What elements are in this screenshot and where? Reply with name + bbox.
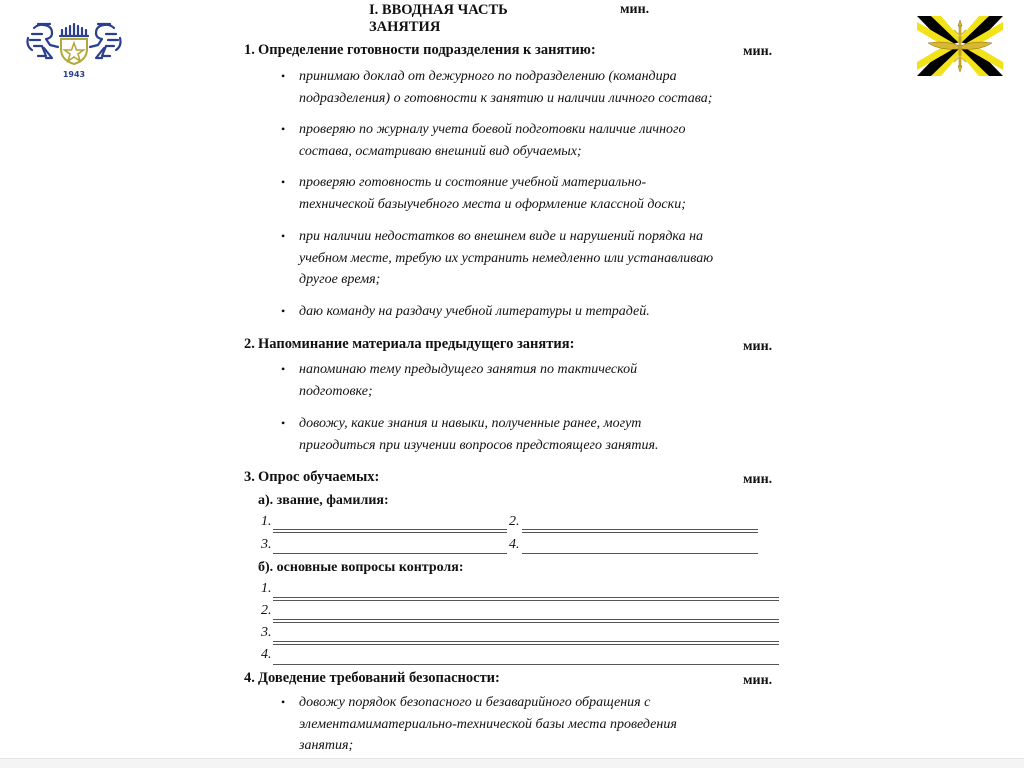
section-2-heading-text: Напоминание материала предыдущего занятия:	[258, 336, 575, 352]
university-emblem-logo	[24, 18, 124, 80]
question-2-field[interactable]	[273, 619, 779, 623]
section-2-min: мин.	[743, 339, 773, 354]
section-3-number: 3.	[244, 469, 255, 485]
section-1-heading-text: Определение готовности подразделения к занятию:	[258, 42, 596, 58]
section-1-number: 1.	[244, 42, 255, 58]
name-1-label: 1.	[261, 514, 272, 529]
item-line: состава, осматриваю внешний вид обучаемых;	[299, 143, 582, 159]
item-line: напоминаю тему предыдущего занятия по тактической	[299, 362, 638, 377]
section-2-item-1: • напоминаю тему предыдущего занятия по тактической подготовке;	[299, 359, 637, 402]
item-line: технической базыучебного места и оформление классной доски;	[299, 196, 686, 212]
item-line: при наличии недостатков во внешнем виде и нарушений порядка на	[299, 229, 704, 244]
section-min: мин.	[620, 2, 650, 17]
item-line: принимаю доклад от дежурного по подразделению (командира	[299, 69, 677, 84]
question-3-field[interactable]	[273, 641, 779, 645]
section-4-heading	[244, 670, 500, 687]
sub-a-label: а). звание, фамилия:	[258, 493, 389, 508]
question-2-label: 2.	[261, 603, 272, 618]
item-line: проверяю по журналу учета боевой подготовки наличие личного	[299, 122, 686, 137]
section-4-item-1: • довожу порядок безопасного и безаварийного обращения с элементамиматериально-технической базы места проведения занятия;	[299, 692, 677, 757]
signal-troops-flag-logo	[917, 16, 1003, 76]
item-line: элементамиматериально-технической базы места проведения	[299, 716, 677, 732]
section-3-heading-text: Опрос обучаемых:	[258, 469, 380, 485]
item-line: проверяю готовность и состояние учебной материально-	[299, 175, 647, 190]
section-4-number: 4.	[244, 670, 255, 686]
section-2-heading	[244, 336, 574, 353]
section-1-min: мин.	[743, 44, 773, 59]
name-2-label: 2.	[509, 514, 520, 529]
item-line: подразделения) о готовности к занятию и наличии личного состава;	[299, 90, 713, 106]
section-title-line1: I. ВВОДНАЯ ЧАСТЬ	[369, 2, 508, 18]
question-1-label: 1.	[261, 581, 272, 596]
sub-b-label: б). основные вопросы контроля:	[258, 560, 464, 575]
section-2-number: 2.	[244, 336, 255, 352]
section-1-item-4: • при наличии недостатков во внешнем виде и нарушений порядка на учебном месте, требую их устранить немедленно или устанавливаю другое время;	[299, 226, 713, 291]
section-title	[369, 2, 508, 36]
section-4-heading-text: Доведение требований безопасности:	[258, 670, 500, 686]
item-line: довожу, какие знания и навыки, полученные ранее, могут	[299, 416, 642, 431]
name-4-field[interactable]	[522, 553, 758, 554]
item-line: пригодиться при изучении вопросов предстоящего занятия.	[299, 437, 659, 453]
section-1-item-3: • проверяю готовность и состояние учебной материально- технической базыучебного места и оформление классной доски;	[299, 172, 686, 215]
name-3-label: 3.	[261, 537, 272, 552]
section-1-item-1: • принимаю доклад от дежурного по подразделению (командира подразделения) о готовности к занятию и наличии личного состава;	[299, 66, 712, 109]
question-1-field[interactable]	[273, 597, 779, 601]
item-line: учебном месте, требую их устранить немедленно или устанавливаю	[299, 250, 714, 266]
question-4-field[interactable]	[273, 664, 779, 665]
item-line: даю команду на раздачу учебной литературы и тетрадей.	[299, 304, 650, 319]
section-3-min: мин.	[743, 472, 773, 487]
item-line: занятия;	[299, 738, 354, 753]
name-1-field[interactable]	[273, 529, 507, 533]
section-1-heading	[244, 42, 596, 59]
section-2-item-2: • довожу, какие знания и навыки, полученные ранее, могут пригодиться при изучении вопросов предстоящего занятия.	[299, 413, 659, 456]
section-title-line2: ЗАНЯТИЯ	[369, 19, 441, 35]
section-1-item-2: • проверяю по журналу учета боевой подготовки наличие личного состава, осматриваю внешний вид обучаемых;	[299, 119, 686, 162]
question-3-label: 3.	[261, 625, 272, 640]
question-4-label: 4.	[261, 647, 272, 662]
name-3-field[interactable]	[273, 553, 507, 554]
item-line: другое время;	[299, 272, 381, 287]
emblem-year: 1943	[62, 70, 86, 79]
section-3-heading	[244, 469, 379, 486]
name-4-label: 4.	[509, 537, 520, 552]
section-1-item-5: • даю команду на раздачу учебной литературы и тетрадей.	[299, 301, 650, 323]
item-line: подготовке;	[299, 383, 373, 399]
item-line: довожу порядок безопасного и безаварийного обращения с	[299, 695, 651, 710]
section-4-min: мин.	[743, 673, 773, 688]
name-2-field[interactable]	[522, 529, 758, 533]
